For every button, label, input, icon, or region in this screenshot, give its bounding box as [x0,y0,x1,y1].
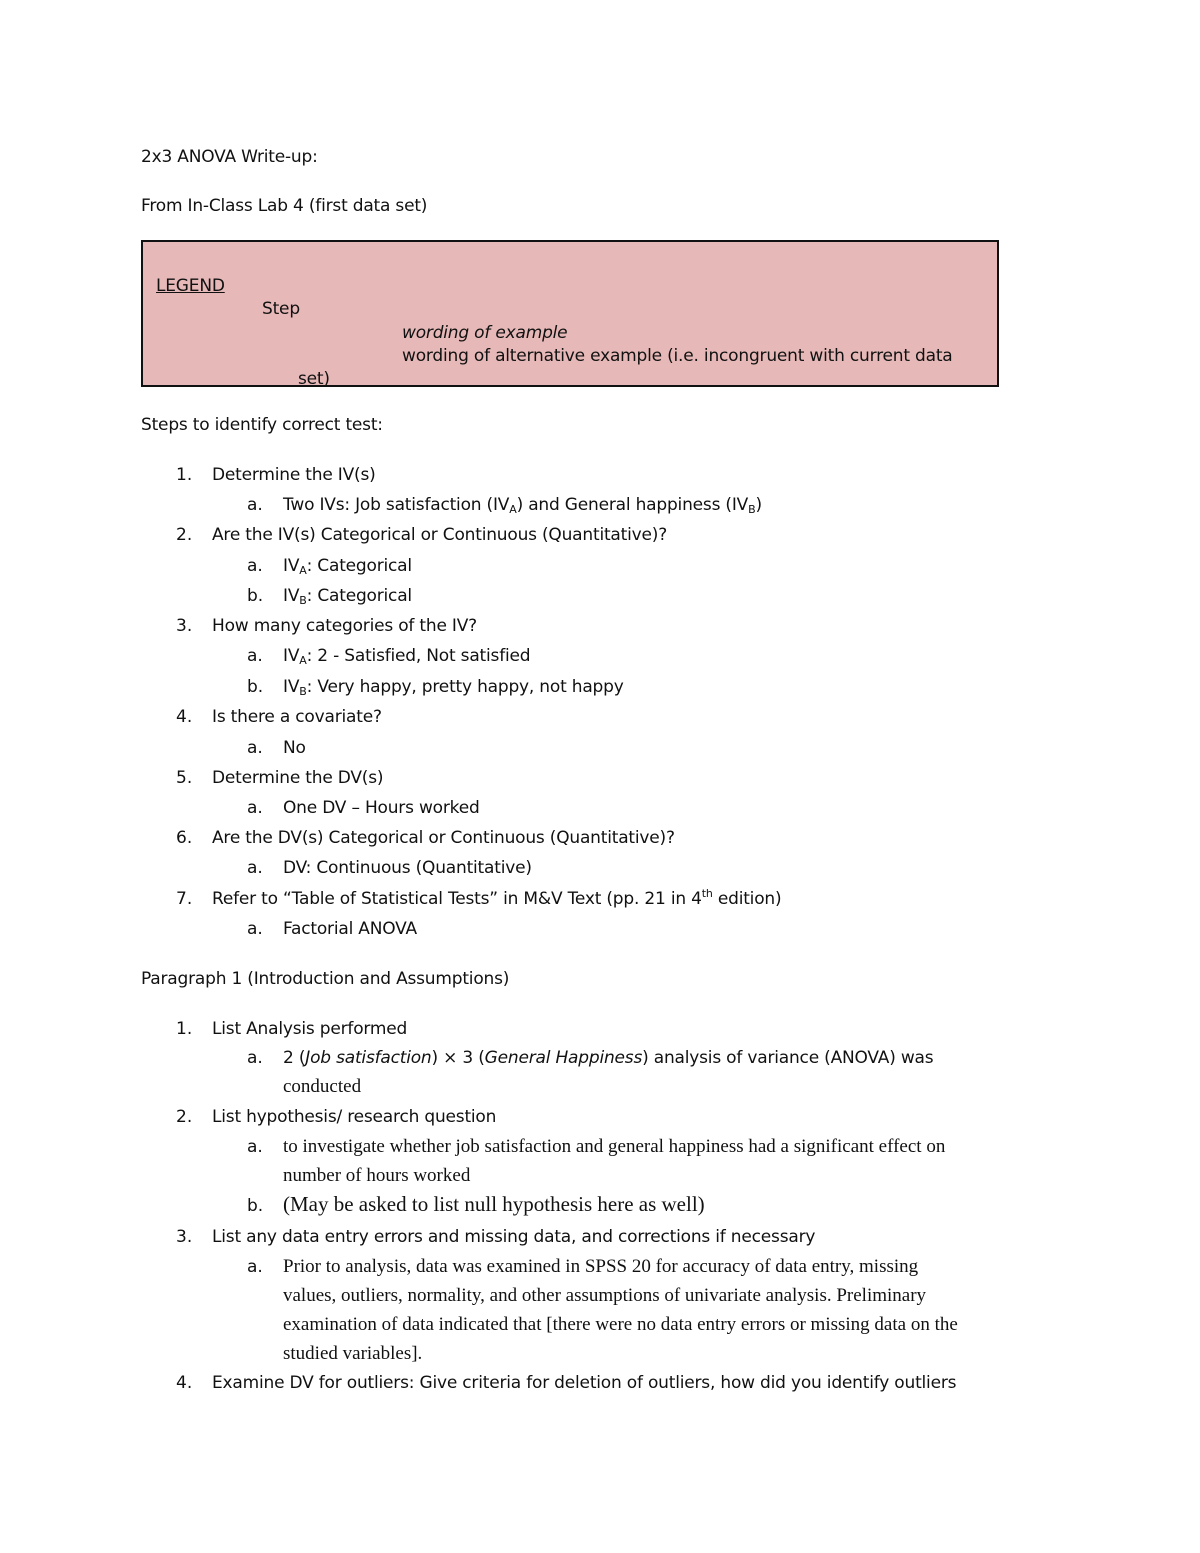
list-item-cont: studied variables]. [283,1343,423,1364]
list-number: 4. [176,707,193,727]
legend-alt-example-cont: set) [298,369,330,389]
list-item: List hypothesis/ research question [212,1107,497,1127]
list-number: 1. [176,465,193,485]
list-item: to investigate whether job satisfaction and general happiness had a significant effect on [283,1136,946,1157]
list-item: Are the IV(s) Categorical or Continuous (Quantitative)? [212,525,668,545]
list-item: DV: Continuous (Quantitative) [283,858,532,878]
legend-example: wording of example [402,323,568,343]
legend-heading: LEGEND [156,276,225,296]
list-item: How many categories of the IV? [212,616,477,636]
list-letter: b. [247,1196,264,1216]
document-title: 2x3 ANOVA Write-up: [141,147,318,167]
list-letter: a. [247,798,263,818]
paragraph1-heading: Paragraph 1 (Introduction and Assumptions) [141,969,510,989]
list-item: Factorial ANOVA [283,919,417,939]
list-item: $IV_A$: Categorical [283,556,412,577]
list-item: Two IVs: Job satisfaction $(IV_A)$ and General happiness $(IV_B)$ [283,495,762,516]
list-number: 3. [176,616,193,636]
steps-heading: Steps to identify correct test: [141,415,383,435]
list-letter: a. [247,738,263,758]
list-number: 2. [176,525,193,545]
list-letter: a. [247,646,263,666]
list-item: List Analysis performed [212,1019,408,1039]
list-item-cont: values, outliers, normality, and other assumptions of univariate analysis. Preliminary [283,1285,927,1306]
list-item: $IV_A$: 2 - Satisfied, Not satisfied [283,646,531,667]
list-item: One DV – Hours worked [283,798,480,818]
data-source-line: From In-Class Lab 4 (first data set) [141,196,428,216]
list-number: 2. [176,1107,193,1127]
list-item: List any data entry errors and missing data, and corrections if necessary [212,1227,816,1247]
list-item: $IV_B$: Categorical [283,586,412,607]
list-item-cont: conducted [283,1076,362,1097]
list-item: Determine the IV(s) [212,465,376,485]
list-letter: a. [247,1048,263,1068]
list-letter: a. [247,919,263,939]
list-item: Examine DV for outliers: Give criteria for deletion of outliers, how did you identify outliers [212,1373,957,1393]
list-item: $IV_B$: Very happy, pretty happy, not happy [283,677,624,698]
list-letter: a. [247,495,263,515]
list-number: 5. [176,768,193,788]
legend-step: Step [262,299,300,319]
list-number: 3. [176,1227,193,1247]
list-letter: b. [247,677,264,697]
list-item: 2 (Job satisfaction) × 3 (General Happiness) analysis of variance (ANOVA) was [283,1048,934,1068]
list-item: Refer to “Table of Statistical Tests” in M&V Text (pp. 21 in 4th edition) [212,887,782,909]
list-item: (May be asked to list null hypothesis here as well) [283,1192,705,1216]
list-item-cont: examination of data indicated that [there were no data entry errors or missing data on the [283,1314,958,1335]
list-letter: b. [247,586,264,606]
list-number: 4. [176,1373,193,1393]
list-item: No [283,738,306,758]
list-letter: a. [247,556,263,576]
list-letter: a. [247,1257,263,1277]
list-letter: a. [247,1137,263,1157]
list-letter: a. [247,858,263,878]
list-item: Prior to analysis, data was examined in SPSS 20 for accuracy of data entry, missing [283,1256,919,1277]
list-number: 1. [176,1019,193,1039]
list-item-cont: number of hours worked [283,1165,471,1186]
legend-box [141,240,999,387]
list-number: 6. [176,828,193,848]
list-item: Are the DV(s) Categorical or Continuous (Quantitative)? [212,828,675,848]
list-number: 7. [176,889,193,909]
list-item: Is there a covariate? [212,707,382,727]
list-item: Determine the DV(s) [212,768,384,788]
legend-alt-example: wording of alternative example (i.e. incongruent with current data [402,346,953,366]
